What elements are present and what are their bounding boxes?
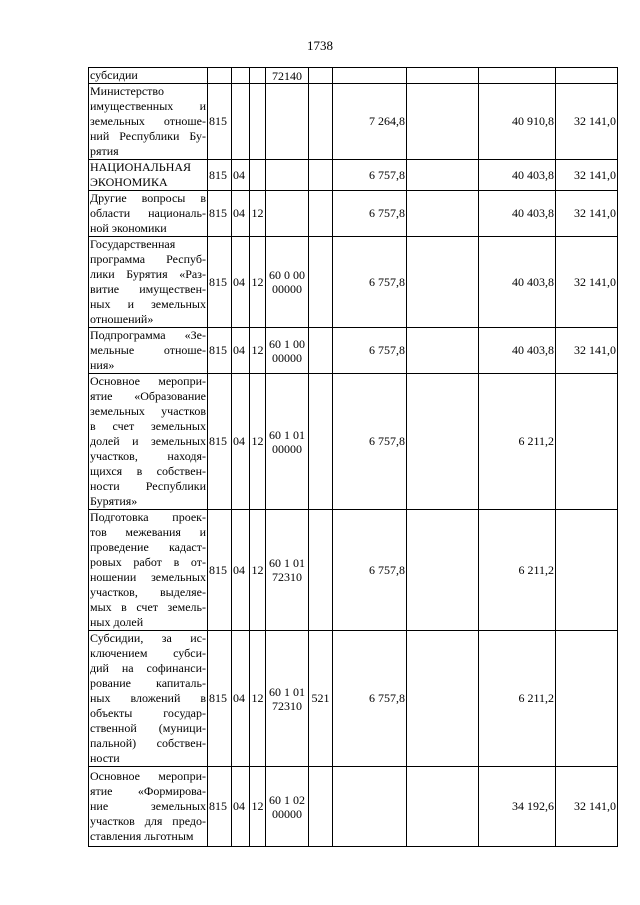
row-name-line: ключением субси- [90, 646, 206, 660]
row-name-line: области националь- [90, 206, 206, 220]
rz-code: 04 [232, 631, 250, 767]
row-name-line: Субсидии, за ис- [90, 631, 206, 645]
row-name-line: Подготовка проек- [90, 510, 206, 524]
row-name-line: ятие «Формирова- [90, 784, 206, 798]
csr-code [266, 84, 309, 160]
row-name [89, 631, 208, 767]
value-1: 6 757,8 [333, 160, 407, 191]
row-name [89, 510, 208, 631]
vr-code [309, 191, 333, 237]
row-name-line: земельных участков [90, 404, 206, 418]
row-name-line: щихся в собствен- [90, 464, 206, 478]
rz-code: 04 [232, 328, 250, 374]
row-name-line: Бурятия» [90, 494, 138, 508]
row-name-line: проведение кадаст- [90, 540, 206, 554]
row-name-line: НАЦИОНАЛЬНАЯ [90, 160, 192, 174]
row-name-line: ния» [90, 358, 115, 372]
row-name [89, 84, 208, 160]
pr-code: 12 [250, 237, 266, 328]
value-1: 7 264,8 [333, 84, 407, 160]
value-4: 32 141,0 [556, 191, 618, 237]
csr-code: 60 1 00 00000 [266, 328, 309, 374]
row-name-line: пальной) собствен- [90, 736, 206, 750]
csr-code [266, 191, 309, 237]
value-4: 32 141,0 [556, 84, 618, 160]
gr-code: 815 [208, 84, 232, 160]
row-name-line: субсидии [90, 68, 138, 82]
pr-code: 12 [250, 631, 266, 767]
pr-code: 12 [250, 328, 266, 374]
table-row [89, 767, 618, 847]
value-2 [407, 767, 479, 847]
row-name [89, 160, 208, 191]
value-4: 32 141,0 [556, 767, 618, 847]
gr-code: 815 [208, 160, 232, 191]
value-3: 40 403,8 [479, 191, 556, 237]
pr-code [250, 160, 266, 191]
row-name-line: долей и земельных [90, 434, 206, 448]
table-row [89, 84, 618, 160]
row-name-line: мых в счет земель- [90, 600, 206, 614]
value-2 [407, 374, 479, 510]
row-name-line: программа Респуб- [90, 252, 206, 266]
pr-code: 12 [250, 374, 266, 510]
csr-code [266, 160, 309, 191]
rz-code: 04 [232, 510, 250, 631]
gr-code: 815 [208, 767, 232, 847]
row-name-line: ных и земельных [90, 297, 206, 311]
row-name-line: участков для предо- [90, 814, 206, 828]
table-row [89, 374, 618, 510]
row-name [89, 68, 208, 84]
table-row [89, 160, 618, 191]
pr-code [250, 84, 266, 160]
row-name-line: Государственная [90, 237, 176, 251]
value-4: 32 141,0 [556, 237, 618, 328]
row-name-line: рование капиталь- [90, 676, 206, 690]
pr-code [250, 68, 266, 84]
table-row [89, 237, 618, 328]
value-1: 6 757,8 [333, 510, 407, 631]
row-name-line: ношении земельных [90, 570, 206, 584]
row-name-line: участков, выделяе- [90, 585, 206, 599]
row-name-line: витие имуществен- [90, 282, 206, 296]
csr-code: 60 1 02 00000 [266, 767, 309, 847]
table-row [89, 68, 618, 84]
value-1: 6 757,8 [333, 631, 407, 767]
value-2 [407, 510, 479, 631]
value-1: 6 757,8 [333, 191, 407, 237]
row-name-line: Другие вопросы в [90, 191, 206, 205]
row-name-line: участков, находя- [90, 449, 206, 463]
row-name-line: ние земельных [90, 799, 206, 813]
value-2 [407, 160, 479, 191]
value-4 [556, 631, 618, 767]
vr-code [309, 84, 333, 160]
value-3: 40 403,8 [479, 328, 556, 374]
row-name-line: ровых работ в от- [90, 555, 206, 569]
row-name [89, 191, 208, 237]
row-name-line: земельных отноше- [90, 114, 206, 128]
value-3: 6 211,2 [479, 631, 556, 767]
row-name-line: отношений» [90, 312, 154, 326]
row-name [89, 328, 208, 374]
rz-code: 04 [232, 237, 250, 328]
page-number: 1738 [307, 38, 333, 53]
rz-code [232, 84, 250, 160]
value-3: 6 211,2 [479, 374, 556, 510]
row-name [89, 237, 208, 328]
value-2 [407, 237, 479, 328]
value-1: 6 757,8 [333, 374, 407, 510]
rz-code: 04 [232, 767, 250, 847]
gr-code: 815 [208, 328, 232, 374]
gr-code [208, 68, 232, 84]
row-name-line: ний Республики Бу- [90, 129, 206, 143]
row-name-line: рятия [90, 144, 119, 158]
row-name-line: объекты государ- [90, 706, 206, 720]
csr-code: 60 1 01 00000 [266, 374, 309, 510]
row-name-line: ности [90, 751, 120, 765]
value-4 [556, 68, 618, 84]
pr-code: 12 [250, 510, 266, 631]
table-row [89, 631, 618, 767]
row-name-line: дий на софинанси- [90, 661, 206, 675]
row-name-line: Подпрограмма «Зе- [90, 328, 206, 342]
row-name-line: ности Республики [90, 479, 206, 493]
vr-code [309, 374, 333, 510]
vr-code [309, 160, 333, 191]
row-name-line: лики Бурятия «Раз- [90, 267, 206, 281]
row-name-line: ных вложений в [90, 691, 206, 705]
value-3: 6 211,2 [479, 510, 556, 631]
value-4: 32 141,0 [556, 328, 618, 374]
value-3 [479, 68, 556, 84]
csr-code: 60 1 01 72310 [266, 631, 309, 767]
vr-code [309, 767, 333, 847]
row-name-line: ятие «Образование [90, 389, 206, 403]
gr-code: 815 [208, 191, 232, 237]
row-name [89, 374, 208, 510]
rz-code: 04 [232, 191, 250, 237]
row-name-line: ЭКОНОМИКА [90, 175, 168, 189]
pr-code: 12 [250, 191, 266, 237]
table-row [89, 191, 618, 237]
row-name-line: ставления льготным [90, 829, 194, 843]
value-3: 34 192,6 [479, 767, 556, 847]
vr-code [309, 510, 333, 631]
pr-code: 12 [250, 767, 266, 847]
table-body [89, 68, 618, 847]
row-name-line: мельные отноше- [90, 343, 206, 357]
row-name-line: в счет земельных [90, 419, 206, 433]
budget-table [88, 67, 618, 847]
value-4 [556, 374, 618, 510]
gr-code: 815 [208, 631, 232, 767]
value-4: 32 141,0 [556, 160, 618, 191]
table-row [89, 328, 618, 374]
gr-code: 815 [208, 374, 232, 510]
value-3: 40 403,8 [479, 237, 556, 328]
csr-code: 60 0 00 00000 [266, 237, 309, 328]
value-1 [333, 767, 407, 847]
row-name-line: ной экономики [90, 221, 167, 235]
vr-code: 521 [309, 631, 333, 767]
vr-code [309, 68, 333, 84]
value-1 [333, 68, 407, 84]
value-2 [407, 84, 479, 160]
row-name-line: Основное меропри- [90, 374, 206, 388]
gr-code: 815 [208, 510, 232, 631]
csr-code: 72140 [266, 68, 309, 84]
value-3: 40 910,8 [479, 84, 556, 160]
row-name-line: Основное меропри- [90, 769, 206, 783]
rz-code [232, 68, 250, 84]
table-row [89, 510, 618, 631]
value-1: 6 757,8 [333, 328, 407, 374]
row-name-line: ственной (муници- [90, 721, 206, 735]
value-2 [407, 328, 479, 374]
row-name-line: Министерство [90, 84, 164, 98]
value-2 [407, 191, 479, 237]
value-1: 6 757,8 [333, 237, 407, 328]
vr-code [309, 328, 333, 374]
row-name-line: ных долей [90, 615, 144, 629]
vr-code [309, 237, 333, 328]
value-2 [407, 68, 479, 84]
row-name [89, 767, 208, 847]
value-3: 40 403,8 [479, 160, 556, 191]
rz-code: 04 [232, 374, 250, 510]
row-name-line: имущественных и [90, 99, 206, 113]
rz-code: 04 [232, 160, 250, 191]
csr-code: 60 1 01 72310 [266, 510, 309, 631]
value-4 [556, 510, 618, 631]
gr-code: 815 [208, 237, 232, 328]
value-2 [407, 631, 479, 767]
row-name-line: тов межевания и [90, 525, 206, 539]
